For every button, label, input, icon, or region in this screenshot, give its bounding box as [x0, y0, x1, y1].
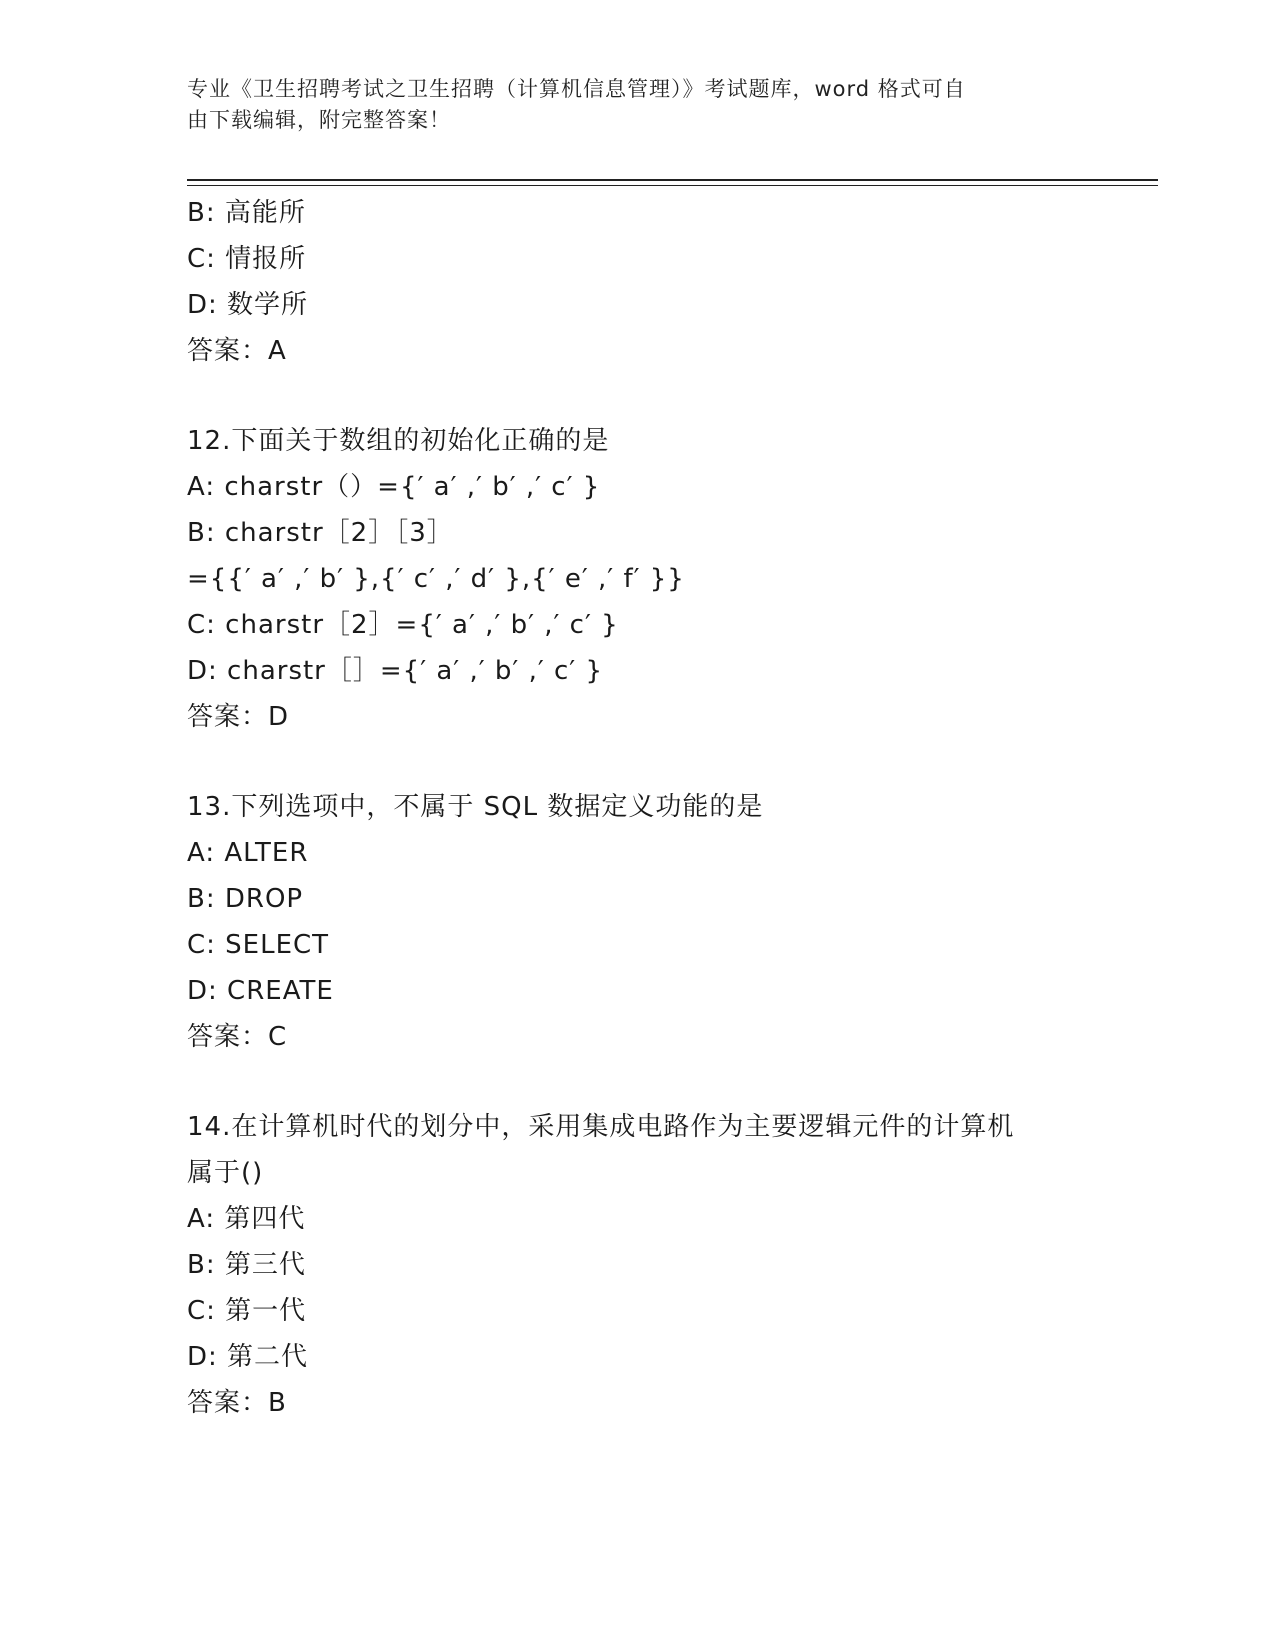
option-d: D: 数学所 — [187, 290, 309, 320]
header-line-2: 由下载编辑，附完整答案！ — [187, 108, 451, 132]
question-13 — [187, 784, 1087, 1060]
question-stem: 13.下列选项中，不属于 SQL 数据定义功能的是 — [187, 792, 764, 822]
question-stem: 12.下面关于数组的初始化正确的是 — [187, 426, 610, 456]
question-14 — [187, 1104, 1087, 1426]
option-c: C: 第一代 — [187, 1296, 307, 1326]
option-a: A: 第四代 — [187, 1204, 306, 1234]
question-spacer — [187, 1060, 1087, 1104]
question-11-tail — [187, 190, 1087, 374]
option-a: A: charstr（）={′ a′ ,′ b′ ,′ c′ } — [187, 472, 601, 502]
question-stem-line-1: 14.在计算机时代的划分中，采用集成电路作为主要逻辑元件的计算机 — [187, 1112, 1015, 1142]
answer-line: 答案：D — [187, 702, 290, 732]
option-c: C: SELECT — [187, 930, 330, 960]
answer-line: 答案：B — [187, 1388, 287, 1418]
option-c: C: 情报所 — [187, 244, 307, 274]
header-line-1: 专业《卫生招聘考试之卫生招聘（计算机信息管理）》考试题库，word 格式可自 — [187, 77, 966, 101]
option-a: A: ALTER — [187, 838, 309, 868]
option-b: B: DROP — [187, 884, 304, 914]
header-divider-thick — [187, 179, 1158, 181]
option-d: D: 第二代 — [187, 1342, 309, 1372]
document-header — [187, 74, 1067, 136]
question-12 — [187, 418, 1087, 740]
option-d: D: CREATE — [187, 976, 334, 1006]
answer-line: 答案：C — [187, 1022, 288, 1052]
question-list — [187, 190, 1087, 1426]
option-c: C: charstr［2］={′ a′ ,′ b′ ,′ c′ } — [187, 610, 619, 640]
option-d: D: charstr［］={′ a′ ,′ b′ ,′ c′ } — [187, 656, 604, 686]
option-b: B: 第三代 — [187, 1250, 306, 1280]
option-b-continued: ={{′ a′ ,′ b′ },{′ c′ ,′ d′ },{′ e′ ,′ f′ }} — [187, 564, 685, 594]
option-b: B: 高能所 — [187, 198, 306, 228]
question-spacer — [187, 374, 1087, 418]
option-b: B: charstr［2］［3］ — [187, 518, 454, 548]
answer-line: 答案：A — [187, 336, 287, 366]
question-spacer — [187, 740, 1087, 784]
header-divider-thin — [187, 185, 1158, 186]
question-stem-line-2: 属于() — [187, 1158, 264, 1188]
